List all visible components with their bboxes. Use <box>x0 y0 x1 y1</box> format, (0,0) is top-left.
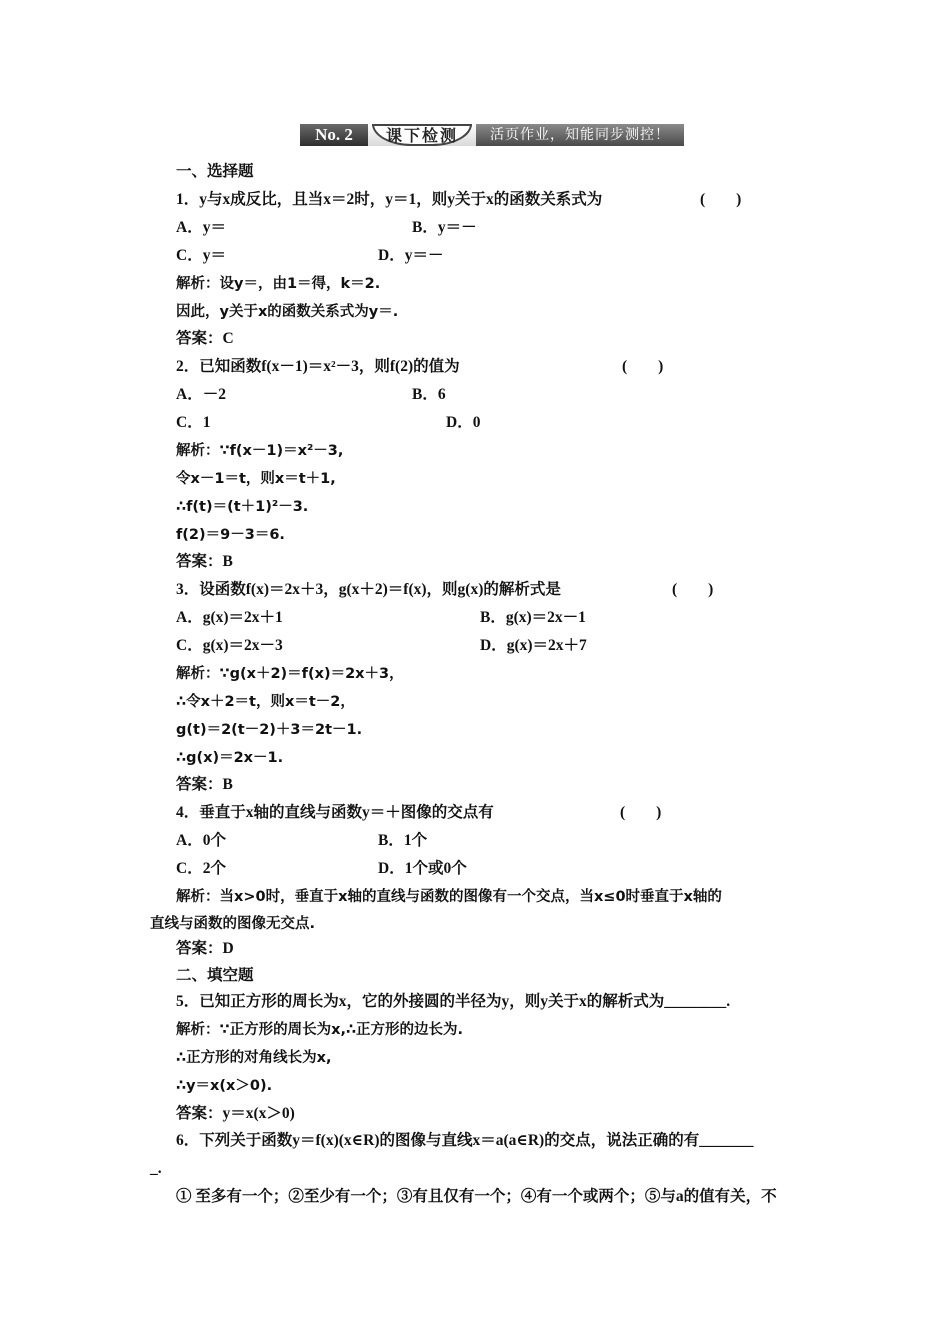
banner-tag: 课下检测 <box>372 124 472 146</box>
q3-option-d: D．g(x)＝2x＋7 <box>480 637 587 654</box>
q5-solution-1: 解析：∵正方形的周长为x,∴正方形的边长为. <box>176 1022 464 1038</box>
q1-stem: 1．y与x成反比，且当x＝2时，y＝1，则y关于x的函数关系式为 <box>176 191 603 208</box>
banner-number: No. 2 <box>300 124 368 146</box>
q2-solution-1: 解析：∵f(x－1)＝x²－3, <box>176 443 344 459</box>
section-heading-choice: 一、选择题 <box>176 163 254 180</box>
q4-answer-paren: ( ) <box>620 804 662 821</box>
q3-solution-2: ∴令x＋2＝t，则x＝t－2， <box>176 694 355 710</box>
q2-option-b: B．6 <box>412 386 446 403</box>
q2-stem: 2．已知函数f(x－1)＝x²－3，则f(2)的值为 <box>176 358 460 375</box>
q1-option-b: B．y＝－ <box>412 219 477 236</box>
q2-solution-4: f(2)＝9－3＝6. <box>176 527 285 543</box>
q3-option-a: A．g(x)＝2x＋1 <box>176 609 283 626</box>
q4-solution-1: 解析：当x>0时，垂直于x轴的直线与函数的图像有一个交点，当x≤0时垂直于x轴的 <box>176 889 722 905</box>
q4-option-b: B．1个 <box>378 832 428 849</box>
q2-option-d: D．0 <box>446 414 481 431</box>
q6-options: ① 至多有一个；②至少有一个；③有且仅有一个；④有一个或两个；⑤与a的值有关，不 <box>176 1188 777 1205</box>
q3-option-c: C．g(x)＝2x－3 <box>176 637 283 654</box>
q3-stem: 3．设函数f(x)＝2x＋3，g(x＋2)＝f(x)，则g(x)的解析式是 <box>176 581 561 598</box>
q6-stem: 6．下列关于函数y＝f(x)(x∈R)的图像与直线x＝a(a∈R)的交点，说法正确的有_______ <box>176 1132 754 1149</box>
q3-solution-4: ∴g(x)＝2x－1. <box>176 750 284 766</box>
q3-solution-3: g(t)＝2(t－2)＋3＝2t－1. <box>176 722 363 738</box>
q5-solution-2: ∴正方形的对角线长为x, <box>176 1050 332 1066</box>
q4-solution-2: 直线与函数的图像无交点. <box>150 916 316 932</box>
q1-option-a: A．y＝ <box>176 219 226 236</box>
q1-option-d: D．y＝－ <box>378 247 444 264</box>
q1-solution-1: 解析：设y＝，由1＝得，k＝2. <box>176 276 381 292</box>
q1-answer-paren: ( ) <box>700 191 742 208</box>
q3-answer-paren: ( ) <box>672 581 714 598</box>
q1-answer: 答案：C <box>176 330 234 347</box>
q5-stem: 5．已知正方形的周长为x，它的外接圆的半径为y，则y关于x的解析式为________. <box>176 993 731 1010</box>
q2-answer-paren: ( ) <box>622 358 664 375</box>
q2-answer: 答案：B <box>176 553 233 570</box>
q3-solution-1: 解析：∵g(x＋2)＝f(x)＝2x＋3， <box>176 666 404 682</box>
q4-option-d: D．1个或0个 <box>378 860 467 877</box>
q2-option-c: C．1 <box>176 414 211 431</box>
q1-option-c: C．y＝ <box>176 247 226 264</box>
q6-stem-continued: _. <box>150 1160 162 1177</box>
banner-slogan: 活页作业，知能同步测控！ <box>476 124 684 146</box>
q4-option-a: A．0个 <box>176 832 226 849</box>
q2-solution-2: 令x－1＝t，则x＝t＋1, <box>176 471 336 487</box>
q5-answer: 答案：y＝x(x＞0) <box>176 1105 295 1122</box>
q3-answer: 答案：B <box>176 776 233 793</box>
q2-solution-3: ∴f(t)＝(t＋1)²－3. <box>176 499 309 515</box>
q4-answer: 答案：D <box>176 940 234 957</box>
q2-option-a: A．－2 <box>176 386 226 403</box>
q1-solution-2: 因此，y关于x的函数关系式为y＝. <box>176 304 399 320</box>
q4-option-c: C．2个 <box>176 860 226 877</box>
q3-option-b: B．g(x)＝2x－1 <box>480 609 586 626</box>
section-heading-fill: 二、填空题 <box>176 967 254 984</box>
q5-solution-3: ∴y＝x(x＞0). <box>176 1078 273 1094</box>
section-banner <box>300 124 684 146</box>
q4-stem: 4．垂直于x轴的直线与函数y＝＋图像的交点有 <box>176 804 494 821</box>
